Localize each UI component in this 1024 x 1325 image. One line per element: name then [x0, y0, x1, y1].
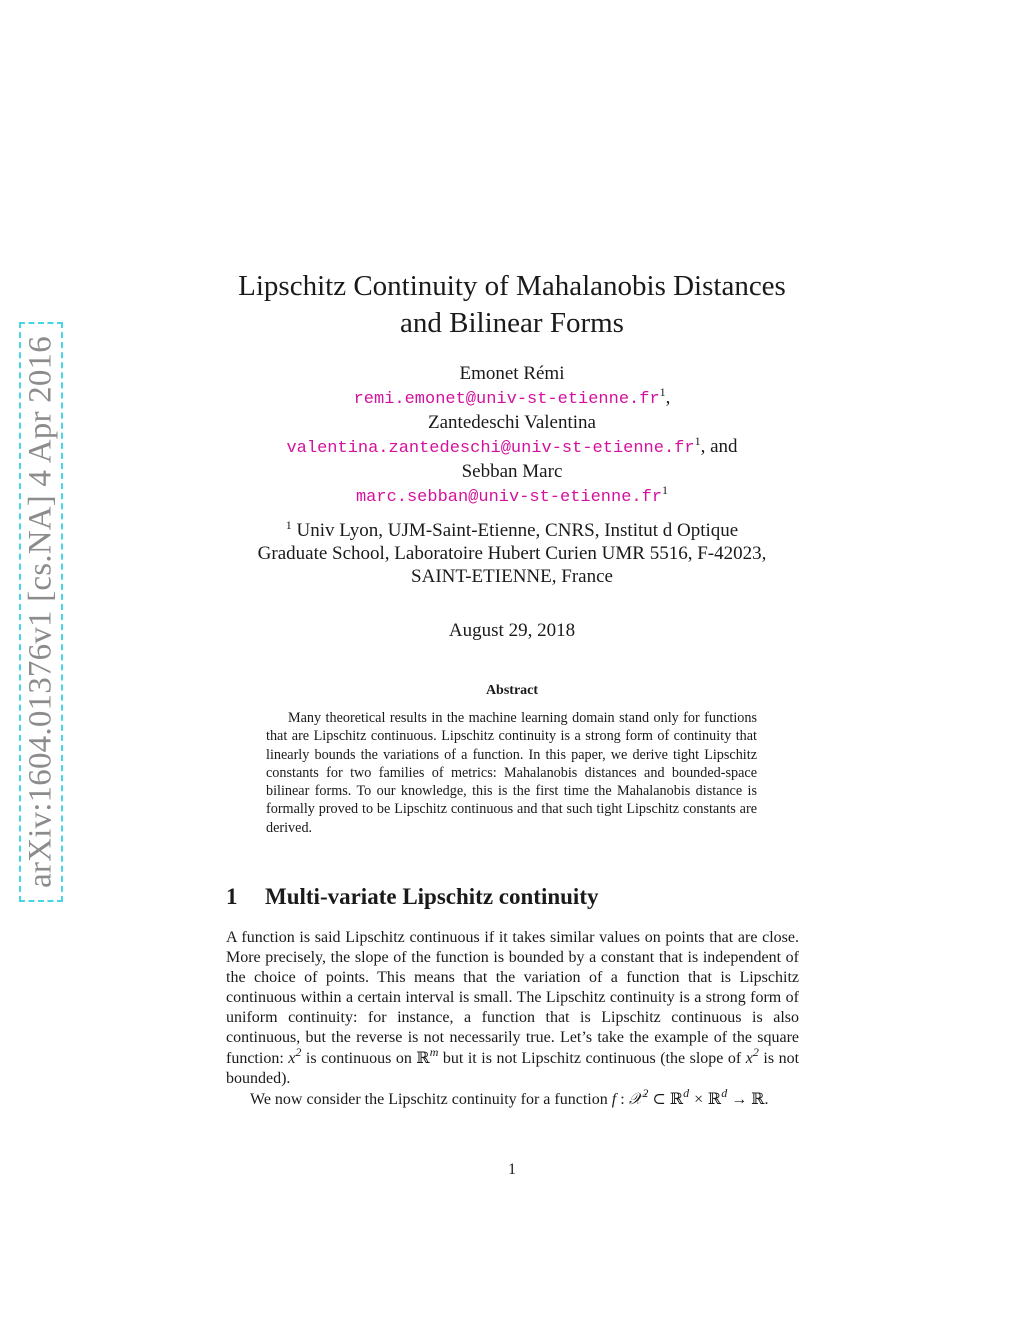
paper-title	[200, 268, 824, 342]
author-block	[200, 362, 824, 509]
title-line-2: and Bilinear Forms	[400, 307, 624, 339]
affiliation-marker: 1	[694, 433, 701, 448]
math-real-space: ℝ$^m$	[416, 1045, 439, 1067]
author-separator: , and	[700, 435, 738, 457]
paragraph: We now consider the Lipschitz continuity for a function f : 𝒳$^2$ ⊂ ℝ$^d$ × ℝ$^d$ → ℝ.	[250, 1086, 769, 1108]
section-title: Multi-variate Lipschitz continuity	[265, 884, 599, 909]
author-email-line	[200, 484, 824, 510]
abstract-text: Many theoretical results in the machine learning domain stand only for functions that are Lipschitz continuous. Lipschitz continuity is a strong form of continuity that linearly bounds the variations of a function. In this paper, we derive tight Lipschitz constants for two families of metrics: Mahalanobis distances and bounded-space bilinear forms. To our knowledge, this is the first time the Mahalanobis distance is formally proved to be Lipschitz continuous and that such tight Lipschitz constants are derived.	[266, 710, 757, 836]
title-line-1: Lipschitz Continuity of Mahalanobis Distances	[238, 270, 786, 302]
affiliation-marker: 1	[285, 518, 292, 532]
author-name: Sebban Marc	[461, 461, 563, 482]
paragraph: A function is said Lipschitz continuous if it takes similar values on points that are close. More precisely, the slope of the function is bounded by a constant that is independent of the choice of points. This means that the variation of a function that is Lipschitz continuous within a certain interval is small. The Lipschitz continuity is a strong form of uniform continuity: for instance, a function that is Lipschitz continuous is also continuous, but the reverse is not necessarily true. Let’s take the example of the square function: $x^2$ is continuous on ℝ$^m$ but it is not Lipschitz continuous (the slope of $x^2$ is not bounded).	[226, 929, 800, 1087]
math-codomain: ℝ	[751, 1089, 765, 1108]
section-number: 1	[226, 884, 238, 909]
author-email-link[interactable]: marc.sebban@univ-st-etienne.fr	[355, 487, 663, 507]
author-email-line	[200, 435, 824, 461]
affiliation-block	[200, 519, 824, 588]
author-email-link[interactable]: valentina.zantedeschi@univ-st-etienne.fr	[286, 438, 695, 458]
author-separator: ,	[665, 386, 671, 408]
paper-date: August 29, 2018	[448, 620, 576, 641]
page-number: 1	[508, 1161, 516, 1178]
author-name: Zantedeschi Valentina	[428, 412, 596, 433]
affiliation-line-2: Graduate School, Laboratoire Hubert Curien UMR 5516, F-42023,	[257, 543, 767, 564]
math-domain: 𝒳$^2$ ⊂ ℝ$^d$ × ℝ$^d$	[628, 1086, 728, 1108]
arxiv-identifier: arXiv:1604.01376v1 [cs.NA] 4 Apr 2016	[22, 336, 59, 888]
author-name: Emonet Rémi	[459, 363, 565, 384]
section-body	[226, 928, 799, 1110]
affiliation-line-1: $^1$ Univ Lyon, UJM-Saint-Etienne, CNRS, Institut d Optique	[285, 518, 739, 541]
affiliation-line-3: SAINT-ETIENNE, France	[411, 566, 613, 587]
affiliation-marker: 1	[662, 482, 669, 497]
author-email-line	[200, 386, 824, 412]
arxiv-stamp[interactable]	[19, 322, 63, 902]
author-email-link[interactable]: remi.emonet@univ-st-etienne.fr	[353, 389, 660, 409]
affiliation-marker: 1	[659, 384, 666, 399]
math-x-squared: $x^2$	[288, 1045, 302, 1067]
math-x-squared: $x^2$	[745, 1045, 759, 1067]
section-heading	[226, 884, 598, 910]
math-function-signature: f	[611, 1091, 617, 1108]
abstract-heading: Abstract	[485, 683, 539, 698]
